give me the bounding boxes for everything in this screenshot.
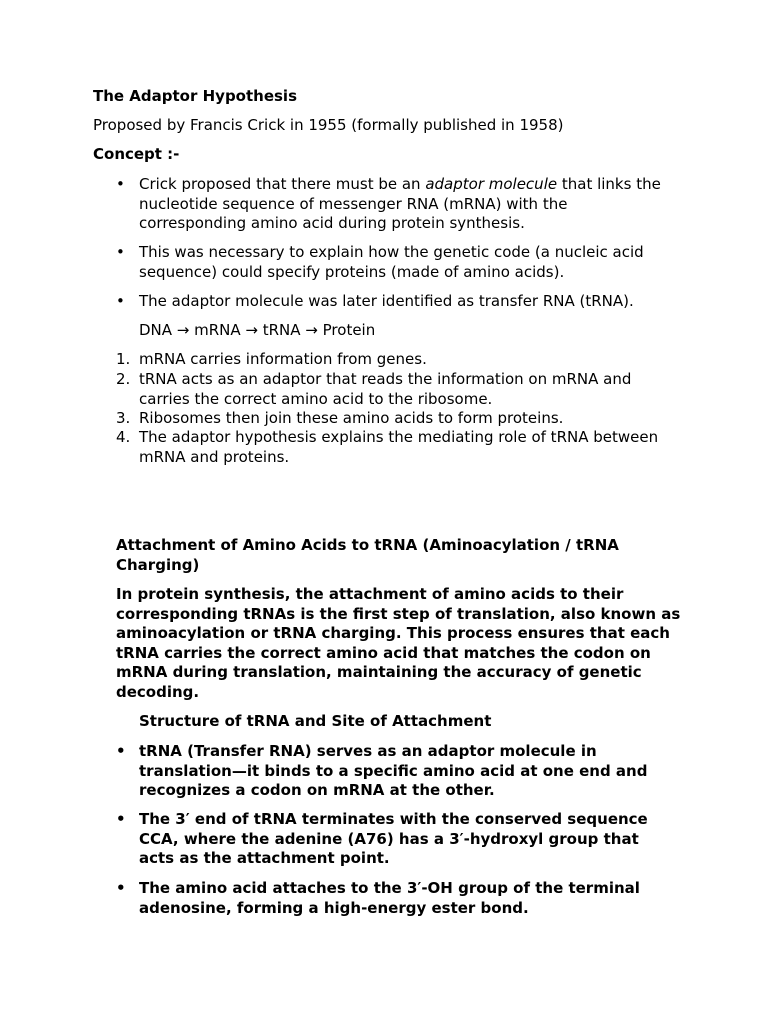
trna-bullet-3-text: The amino acid attaches to the 3′-OH group of the terminal adenosine, forming a high-energy ester bond. (139, 879, 640, 917)
bullet-dot: • (116, 292, 125, 310)
concept-bullet-2-text: This was necessary to explain how the genetic code (a nucleic acid sequence) could specify proteins (made of amino acids). (139, 243, 644, 281)
list-number: 1. (116, 350, 131, 368)
bullet-dot: • (116, 810, 126, 828)
concept-bullet-1-text (139, 175, 664, 234)
italic-term: adaptor molecule (425, 175, 558, 193)
concept-label: Concept :- (93, 145, 180, 163)
text-span: that links the nucleotide sequence of messenger RNA (mRNA) with the corresponding amino acid during protein synthesis. (139, 175, 661, 232)
proposed-by-line: Proposed by Francis Crick in 1955 (formally published in 1958) (93, 116, 564, 134)
numbered-item-4-text: The adaptor hypothesis explains the mediating role of tRNA between mRNA and proteins. (139, 428, 659, 466)
trna-bullet-1-text: tRNA (Transfer RNA) serves as an adaptor molecule in translation—it binds to a specific amino acid at one end and recognizes a codon on mRNA at the other. (139, 742, 648, 799)
trna-bullet-2-text: The 3′ end of tRNA terminates with the conserved sequence CCA, where the adenine (A76) has a 3′-hydroxyl group that acts as the attachment point. (139, 810, 648, 867)
section-title-adaptor-hypothesis: The Adaptor Hypothesis (93, 87, 298, 105)
bullet-dot: • (116, 879, 126, 897)
list-number: 4. (116, 428, 131, 446)
list-number: 3. (116, 409, 131, 427)
numbered-item-2-text: tRNA acts as an adaptor that reads the information on mRNA and carries the correct amino acid to the ribosome. (139, 370, 632, 408)
bullet-dot: • (116, 175, 125, 193)
section-title-aminoacylation: Attachment of Amino Acids to tRNA (Aminoacylation / tRNA Charging) (116, 536, 619, 574)
concept-bullet-3-text: The adaptor molecule was later identified as transfer RNA (tRNA). (139, 292, 634, 310)
flow-diagram-text: DNA → mRNA → tRNA → Protein (139, 321, 376, 339)
numbered-item-3-text: Ribosomes then join these amino acids to form proteins. (139, 409, 564, 427)
text-span: Crick proposed that there must be an (139, 175, 426, 193)
subheading-trna-structure: Structure of tRNA and Site of Attachment (139, 712, 492, 730)
list-number: 2. (116, 370, 131, 388)
bullet-dot: • (116, 742, 126, 760)
bullet-dot: • (116, 243, 125, 261)
numbered-item-1-text: mRNA carries information from genes. (139, 350, 427, 368)
aminoacylation-intro-paragraph: In protein synthesis, the attachment of amino acids to their corresponding tRNAs is the first step of translation, also known as aminoacylation or tRNA charging. This process ensures that each tRNA carries the correct amino acid that matches the codon on mRNA during translation, maintaining the accuracy of genetic decoding. (116, 585, 681, 701)
